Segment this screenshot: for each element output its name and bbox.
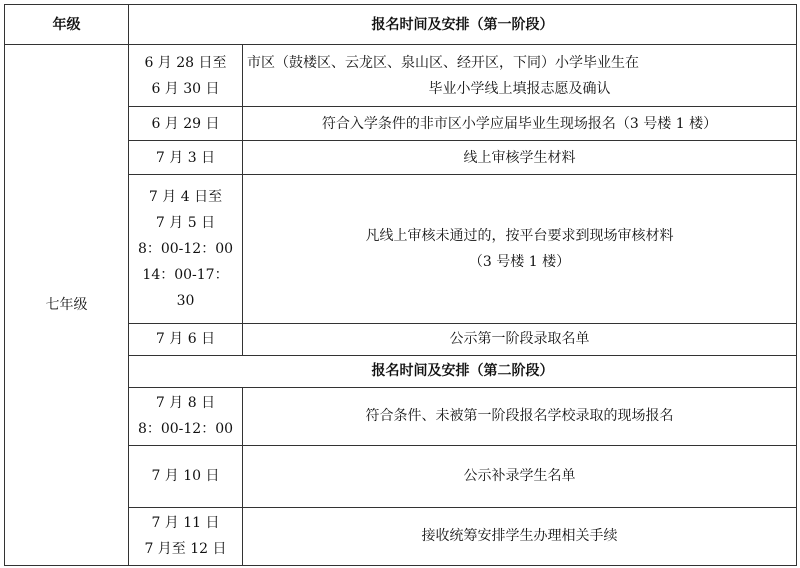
description-line: 符合条件、未被第一阶段报名学校录取的现场报名	[365, 408, 674, 425]
date-cell	[129, 141, 243, 175]
date-line: 6 月 28 日至	[144, 54, 227, 71]
description-line: 接收统筹安排学生办理相关手续	[421, 528, 618, 545]
date-line: 8：00-12：00	[137, 240, 234, 257]
description-line: 符合入学条件的非市区小学应届毕业生现场报名（3 号楼 1 楼）	[321, 115, 718, 132]
table-row	[5, 45, 797, 107]
date-cell	[129, 445, 243, 507]
description-cell	[243, 45, 797, 107]
description-line: 线上审核学生材料	[463, 149, 576, 166]
description-cell	[243, 507, 797, 565]
date-cell	[129, 387, 243, 445]
date-cell	[129, 175, 243, 323]
date-line: 8：00-12：00	[137, 421, 234, 438]
description-cell	[243, 141, 797, 175]
grade-cell: 七年级	[5, 45, 129, 566]
date-line: 7 月 10 日	[151, 468, 220, 485]
description-cell	[243, 445, 797, 507]
date-line: 7 月 3 日	[155, 149, 216, 166]
description-cell	[243, 175, 797, 323]
stage2-title: 报名时间及安排（第二阶段）	[129, 355, 797, 387]
date-line: 7 月 5 日	[155, 214, 216, 231]
description-line: 公示第一阶段录取名单	[449, 331, 590, 348]
date-line: 6 月 30 日	[151, 80, 220, 97]
description-line: 市区（鼓楼区、云龙区、泉山区、经开区，下同）小学毕业生在	[247, 54, 639, 71]
enrollment-schedule-table	[4, 4, 797, 566]
description-line: （3 号楼 1 楼）	[468, 253, 571, 270]
date-cell	[129, 45, 243, 107]
description-cell	[243, 107, 797, 141]
date-line: 7 月 6 日	[155, 331, 216, 348]
date-line: 7 月 11 日	[151, 515, 220, 532]
date-line: 30	[176, 292, 195, 309]
stage1-title: 报名时间及安排（第一阶段）	[129, 5, 797, 45]
description-line: 公示补录学生名单	[463, 468, 576, 485]
description-line: 毕业小学线上填报志愿及确认	[428, 80, 611, 97]
date-cell	[129, 107, 243, 141]
description-line: 凡线上审核未通过的，按平台要求到现场审核材料	[365, 227, 674, 244]
date-cell	[129, 323, 243, 355]
description-cell	[243, 387, 797, 445]
description-cell	[243, 323, 797, 355]
date-line: 7 月 8 日	[155, 395, 216, 412]
date-line: 7 月 4 日至	[148, 188, 223, 205]
date-line: 14：00-17：	[142, 266, 229, 283]
header-row	[5, 5, 797, 45]
grade-header: 年级	[5, 5, 129, 45]
date-line: 6 月 29 日	[151, 115, 220, 132]
date-line: 7 月至 12 日	[144, 541, 227, 558]
date-cell	[129, 507, 243, 565]
